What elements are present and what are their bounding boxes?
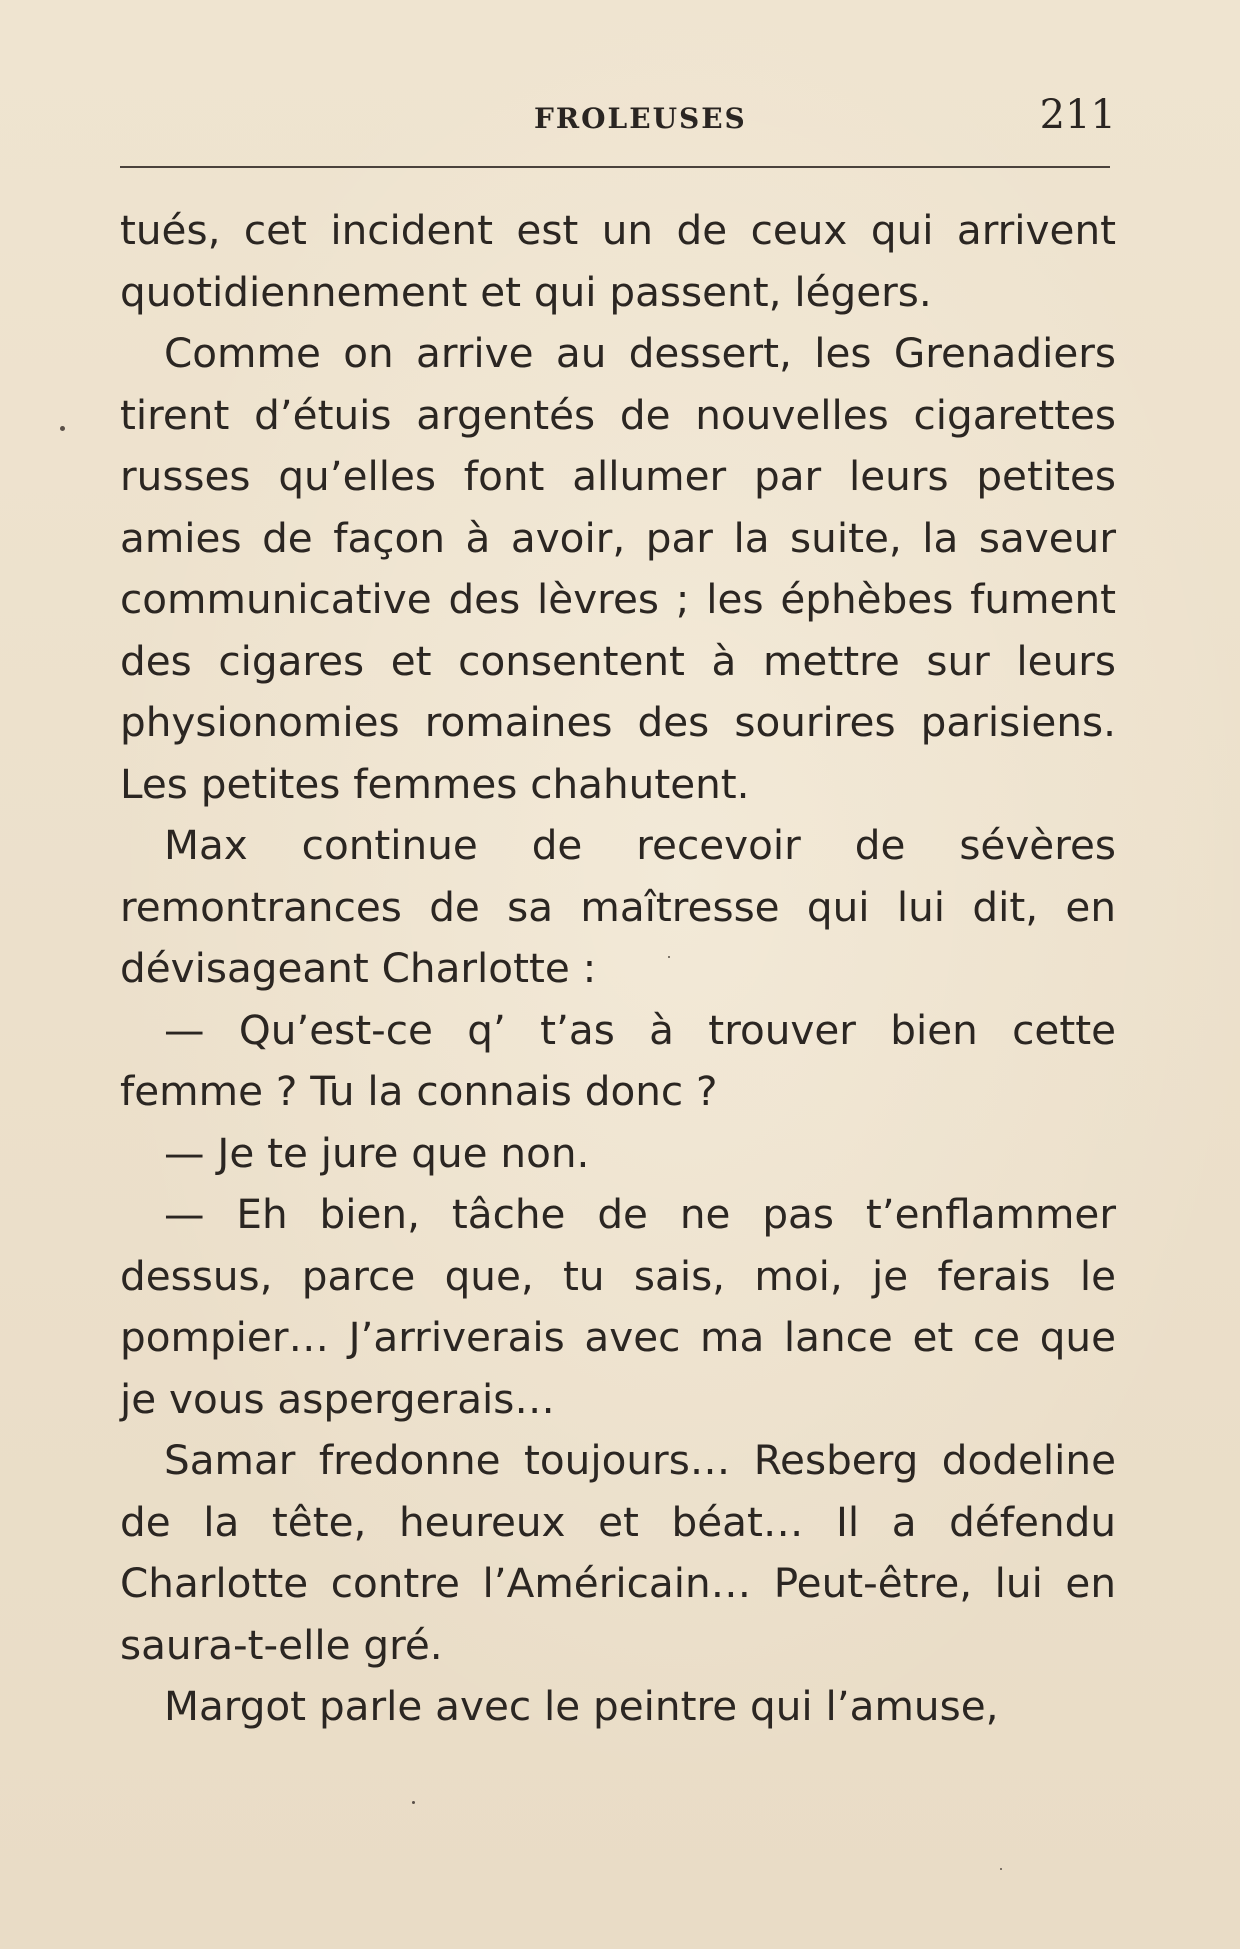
running-head: [120, 92, 1118, 140]
dialogue-line-2: — Je te jure que non.: [164, 1128, 590, 1177]
paper-speck: [668, 956, 670, 958]
paragraph-margot: Margot parle avec le peintre qui l’amuse,: [164, 1682, 999, 1730]
paper-speck: [412, 1801, 415, 1804]
paper-speck: [60, 426, 65, 431]
paragraph-dessert: Comme on arrive au dessert, les Grenadiers tirent d’étuis argentés de nouvelles cigarettes russes qu’elles font allumer par leurs petites amies de façon à avoir, par la suite, la saveur communicative des lèvres ; les éphèbes fument des cigares et consentent à mettre sur leurs physionomies romaines des sourires parisiens. Les petites femmes chahutent.: [120, 329, 1116, 808]
body-text: [120, 200, 1116, 1738]
paragraph-continuation: tués, cet incident est un de ceux qui arrivent quotidiennement et qui passent, légers.: [120, 206, 1116, 316]
page-number: 211: [1039, 92, 1116, 138]
dialogue-line-1: — Qu’est-ce q’ t’as à trouver bien cette femme ? Tu la connais donc ?: [120, 1005, 1116, 1115]
dialogue-line-3: — Eh bien, tâche de ne pas t’enflammer dessus, parce que, tu sais, moi, je ferais le pompier… J’arriverais avec ma lance et ce que je vous aspergerais…: [120, 1190, 1116, 1423]
paper-speck: [1000, 1868, 1002, 1870]
paragraph-max: Max continue de recevoir de sévères remontrances de sa maîtresse qui lui dit, en dévisageant Charlotte :: [120, 821, 1116, 992]
paragraph-samar: Samar fredonne toujours… Resberg dodeline de la tête, heureux et béat… Il a défendu Charlotte contre l’Américain… Peut-être, lui en saura-t-elle gré.: [120, 1436, 1116, 1669]
running-title: FROLEUSES: [534, 102, 747, 135]
header-rule: [120, 166, 1110, 168]
